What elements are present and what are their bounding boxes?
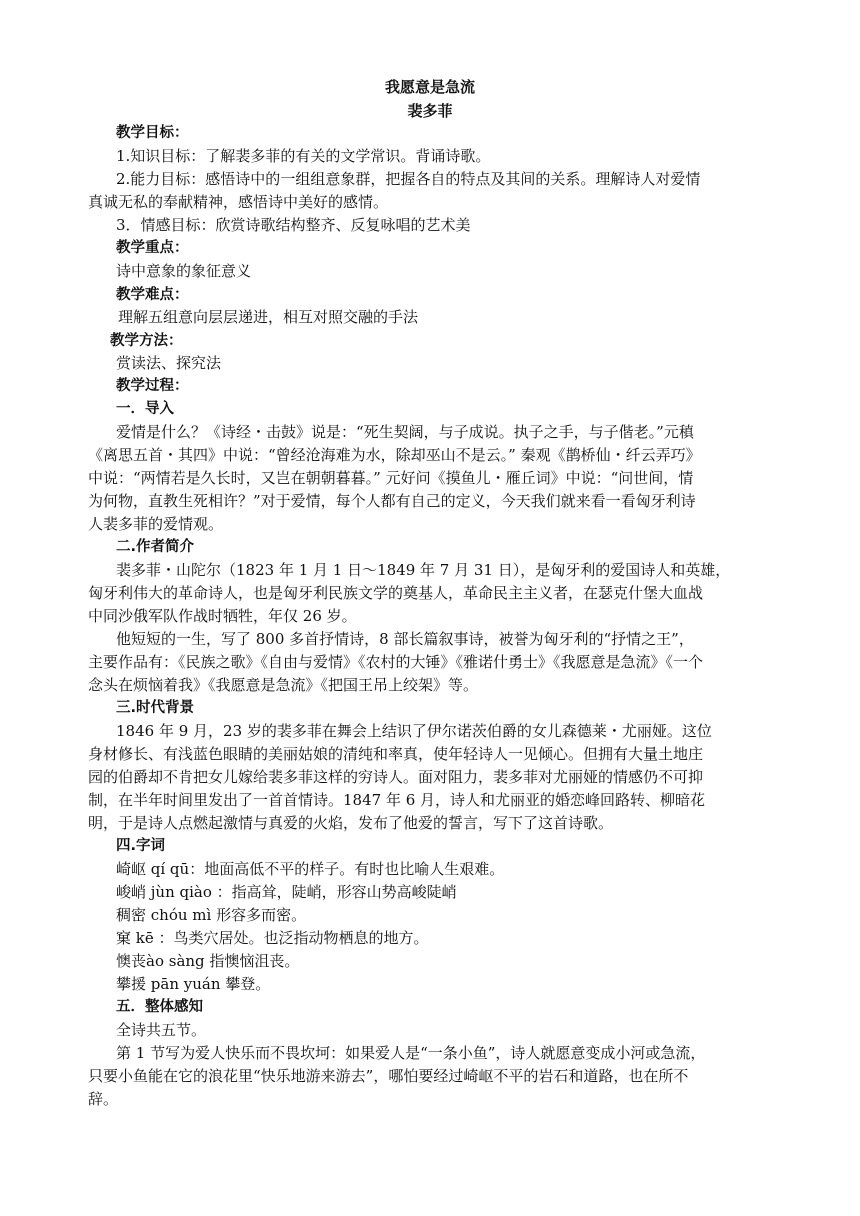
- heading-author-intro: 二.作者简介: [116, 539, 195, 555]
- text-line: 1846 年 9 月，23 岁的裴多菲在舞会上结识了伊尔诺茨伯爵的女儿森德莱・尤丽娅。这位: [116, 722, 712, 740]
- text-line: 只要小鱼能在它的浪花里“快乐地游来游去”，哪怕要经过崎岖不平的岩石和道路，也在所不: [88, 1067, 689, 1085]
- heading-key-points: 教学重点：: [116, 240, 189, 256]
- heading-overall: 五．整体感知: [116, 999, 203, 1015]
- text-line: 诗中意象的象征意义: [116, 262, 252, 280]
- text-line: 人裴多菲的爱情观。: [88, 515, 224, 533]
- vocab-entry: 峻峭 jùn qiào ：指高耸，陡峭，形容山势高峻陡峭: [116, 883, 457, 901]
- vocab-entry: 窠 kē ：鸟类穴居处。也泛指动物栖息的地方。: [116, 929, 429, 947]
- text-line: 中同沙俄军队作战时牺牲，年仅 26 岁。: [88, 607, 357, 625]
- document-author: 裴多菲: [407, 102, 453, 120]
- text-line: 裴多菲・山陀尔（1823 年 1 月 1 日～1849 年 7 月 31 日），是匈牙利的爱国诗人和英雄，: [116, 561, 731, 579]
- heading-process: 教学过程：: [116, 378, 189, 394]
- text-line: 身材修长、有浅蓝色眼睛的美丽姑娘的清纯和率真，使年轻诗人一见倾心。但拥有大量土地庄: [88, 745, 704, 763]
- text-line: 1.知识目标：了解裴多菲的有关的文学常识。背诵诗歌。: [116, 147, 491, 165]
- text-line: 主要作品有：《民族之歌》《自由与爱情》《农村的大锤》《雅诺什勇士》《我愿意是急流》《一个: [88, 653, 704, 671]
- text-line: 制，在半年时间里发出了一首首情诗。1847 年 6 月，诗人和尤丽亚的婚恋峰回路转、柳暗花: [88, 791, 706, 809]
- text-line: 园的伯爵却不肯把女儿嫁给裴多菲这样的穷诗人。面对阻力，裴多菲对尤丽娅的情感仍不可抑: [88, 768, 704, 786]
- document-title: 我愿意是急流: [384, 78, 475, 96]
- text-line: 匈牙利伟大的革命诗人，也是匈牙利民族文学的奠基人，革命民主主义者，在瑟克什堡大血战: [88, 584, 704, 602]
- vocab-entry: 懊丧ào sàng 指懊恼沮丧。: [116, 952, 300, 970]
- vocab-entry: 崎岖 qí qū：地面高低不平的样子。有时也比喻人生艰难。: [116, 860, 505, 878]
- heading-objectives: 教学目标：: [116, 125, 189, 141]
- vocab-entry: 稠密 chóu mì 形容多而密。: [116, 906, 307, 924]
- text-line: 3．情感目标：欣赏诗歌结构整齐、反复咏唱的艺术美: [116, 216, 471, 234]
- text-line: 辞。: [88, 1090, 119, 1108]
- text-line: 中说：“两情若是久长时，又岂在朝朝暮暮。” 元好问《摸鱼儿・雁丘词》中说：“问世间，情: [88, 469, 694, 487]
- heading-vocabulary: 四.字词: [116, 838, 166, 854]
- text-line: 念头在烦恼着我》《我愿意是急流》《把国王吊上绞架》等。: [88, 676, 479, 694]
- text-line: 为何物，直教生死相许？”对于爱情，每个人都有自己的定义，今天我们就来看一看匈牙利诗: [88, 492, 696, 510]
- heading-background: 三.时代背景: [116, 700, 195, 716]
- text-line: 赏读法、探究法: [116, 354, 222, 372]
- text-line: 第 1 节写为爱人快乐而不畏坎坷：如果爱人是“一条小鱼”，诗人就愿意变成小河或急流，: [116, 1044, 706, 1062]
- text-line: 明，于是诗人点燃起激情与真爱的火焰，发布了他爱的誓言，写下了这首诗歌。: [88, 814, 614, 832]
- text-line: 全诗共五节。: [116, 1021, 207, 1039]
- heading-difficulties: 教学难点：: [116, 287, 189, 303]
- text-line: 2.能力目标：感悟诗中的一组组意象群，把握各自的特点及其间的关系。理解诗人对爱情: [116, 170, 701, 188]
- heading-introduction: 一．导入: [116, 401, 174, 417]
- text-line: 《离思五首・其四》中说：“曾经沧海难为水，除却巫山不是云。” 秦观《鹊桥仙・纤云弄巧》: [88, 446, 701, 464]
- text-line: 爱情是什么？《诗经・击鼓》说是：“死生契阔，与子成说。执子之手，与子偕老。”元稹: [116, 423, 694, 441]
- text-line: 真诚无私的奉献精神，感悟诗中美好的感情。: [88, 193, 389, 211]
- heading-methods: 教学方法：: [110, 333, 183, 349]
- vocab-entry: 攀援 pān yuán 攀登。: [116, 975, 271, 993]
- text-line: 理解五组意向层层递进，相互对照交融的手法: [118, 308, 419, 326]
- text-line: 他短短的一生，写了 800 多首抒情诗，8 部长篇叙事诗，被誉为匈牙利的“抒情之王”，: [116, 630, 694, 648]
